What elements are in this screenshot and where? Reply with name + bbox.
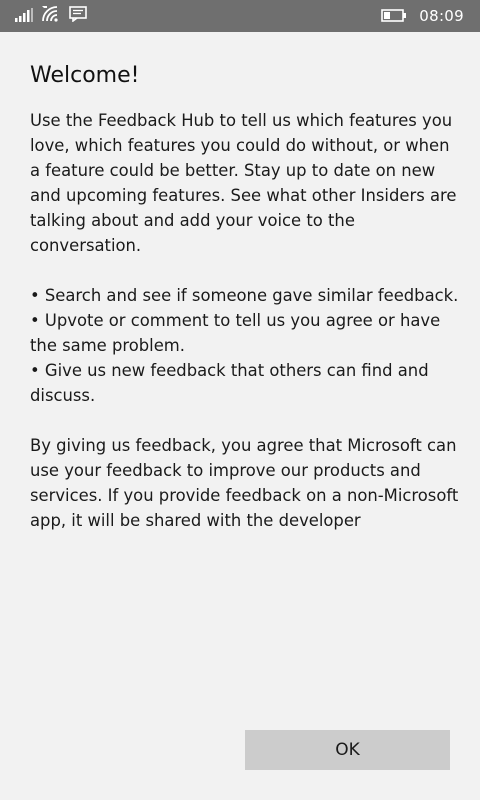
signal-icon [15,7,33,26]
battery-icon [381,7,407,26]
clock: 08:09 [419,7,464,25]
dialog-title: Welcome! [30,63,140,88]
list-item: • Upvote or comment to tell us you agree or have the same problem. [30,308,460,358]
status-right [381,0,464,32]
wifi-icon [41,5,61,27]
ok-button[interactable]: OK [245,730,450,770]
message-icon [69,6,87,26]
status-bar [0,0,480,32]
bullet-list [30,283,460,408]
agreement-text: By giving us feedback, you agree that Microsoft can use your feedback to improve our products and services. If you provide feedback on a non-Microsoft app, it will be shared with the developer [30,436,459,530]
status-icons [15,7,95,25]
list-item: • Search and see if someone gave similar feedback. [30,283,460,308]
welcome-dialog [30,32,460,540]
list-item: • Give us new feedback that others can find and discuss. [30,358,460,408]
intro-text: Use the Feedback Hub to tell us which features you love, which features you could do without, or when a feature could be better. Stay up to date on new and upcoming features. See what other Insiders are talking about and add your voice to the conversation. [30,111,457,255]
